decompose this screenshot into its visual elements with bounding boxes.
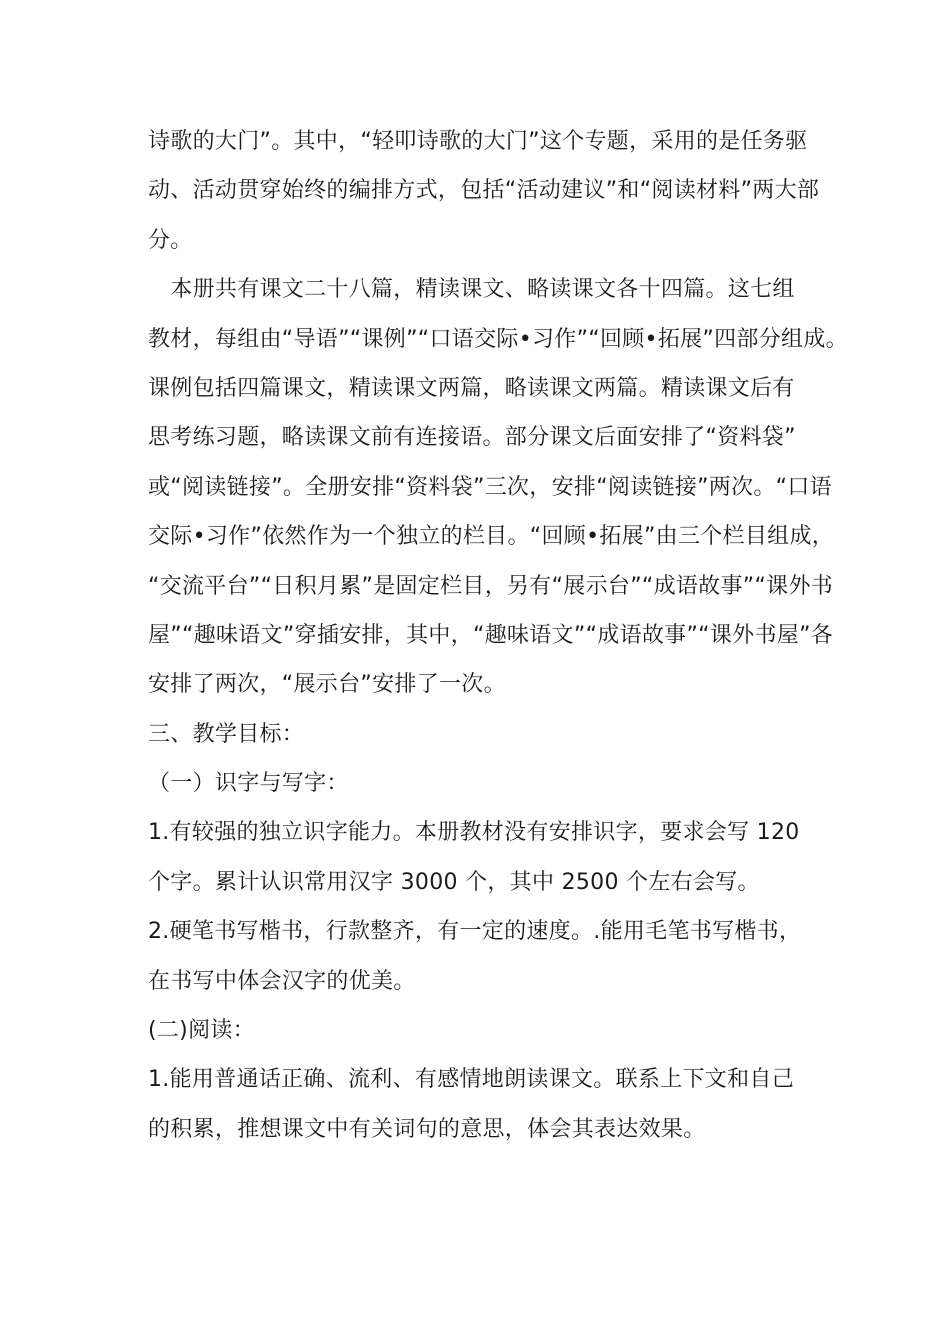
text-line: 分。 [148,227,193,253]
text-line: 本册共有课文二十八篇，精读课文、略读课文各十四篇。这七组 [148,277,795,303]
document-body [148,117,848,1154]
heading-line: (二)阅读： [148,1018,255,1044]
text-line: 动、活动贯穿始终的编排方式，包括“活动建议”和“阅读材料”两大部 [148,178,820,204]
text-line: 屋”“趣味语文”穿插安排，其中，“趣味语文”“成语故事”“课外书屋”各 [148,622,834,648]
text-line: 或“阅读链接”。全册安排“资料袋”三次，安排“阅读链接”两次。“口语 [148,474,832,500]
text-line: 个字。累计认识常用汉字 3000 个，其中 2500 个左右会写。 [148,869,760,895]
paragraph [148,265,848,710]
text-line: 课例包括四篇课文，精读课文两篇，略读课文两篇。精读课文后有 [148,375,795,401]
list-item [148,907,808,1006]
text-line: 安排了两次，“展示台”安排了一次。 [148,672,506,698]
subsection-heading [148,759,808,808]
text-line: “交流平台”“日积月累”是固定栏目，另有“展示台”“成语故事”“课外书 [148,573,834,599]
list-item [148,1055,808,1154]
heading-line: （一）识字与写字： [148,771,349,797]
text-line: 的积累，推想课文中有关词句的意思，体会其表达效果。 [148,1116,706,1142]
list-item [148,808,808,907]
text-line: 诗歌的大门”。其中，“轻叩诗歌的大门”这个专题，采用的是任务驱 [148,129,808,154]
text-line: 教材，每组由“导语”“课例”“口语交际•习作”“回顾•拓展”四部分组成。 [148,326,848,352]
subsection-heading [148,1006,808,1055]
text-line: 思考练习题，略读课文前有连接语。部分课文后面安排了“资料袋” [148,425,796,451]
heading-line: 三、教学目标： [148,721,305,747]
text-line: 1.能用普通话正确、流利、有感情地朗读课文。联系上下文和自己 [148,1067,794,1093]
text-line: 1.有较强的独立识字能力。本册教材没有安排识字，要求会写 120 [148,820,800,846]
text-line: 2.硬笔书写楷书，行款整齐，有一定的速度。.能用毛笔书写楷书， [148,919,802,945]
section-heading [148,710,808,759]
text-line: 交际•习作”依然作为一个独立的栏目。“回顾•拓展”由三个栏目组成， [148,524,835,550]
paragraph [148,117,820,265]
text-line: 在书写中体会汉字的优美。 [148,968,416,994]
